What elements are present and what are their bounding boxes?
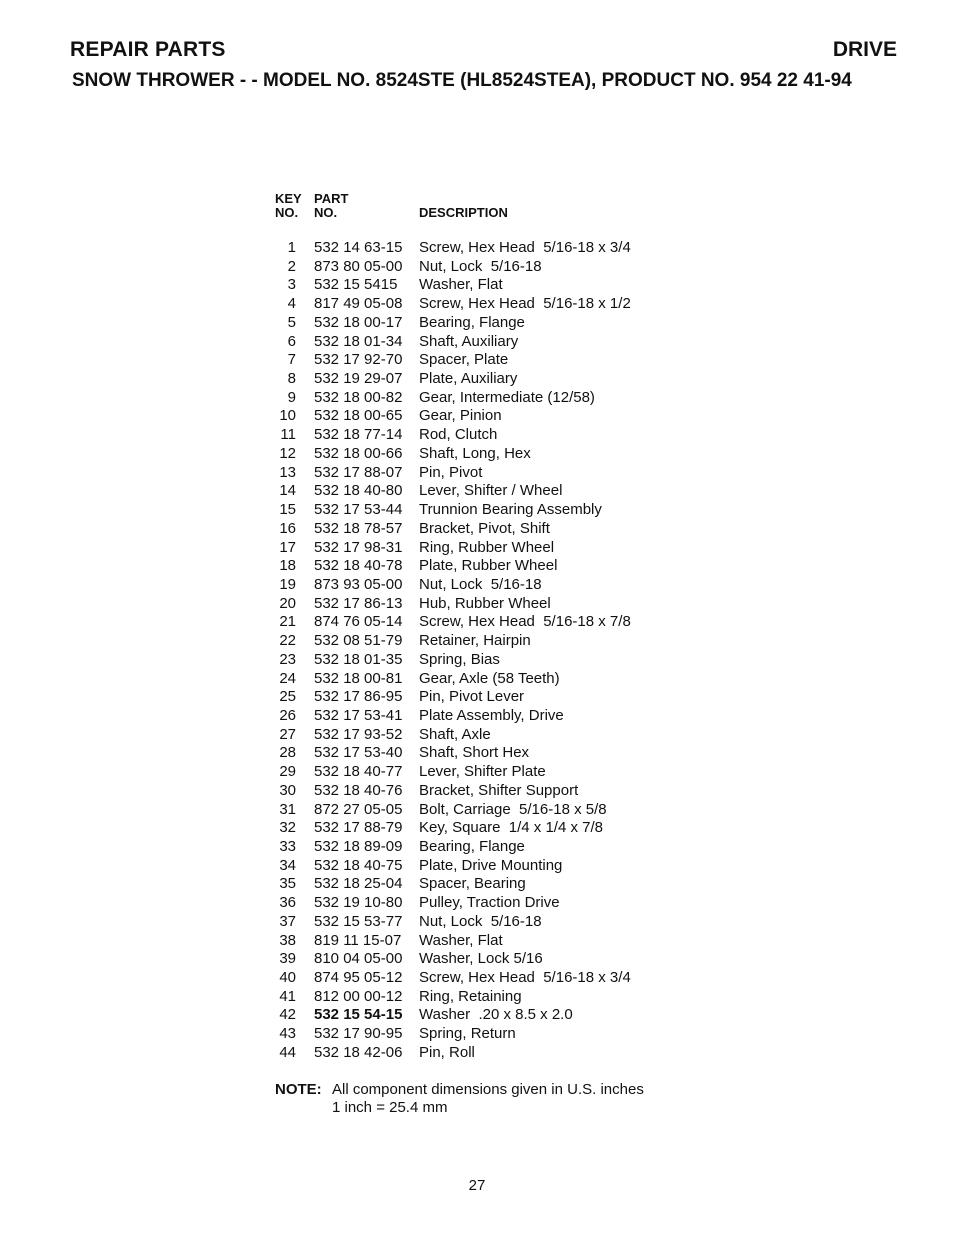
part-description: Screw, Hex Head 5/16-18 x 7/8 [419, 613, 631, 631]
part-no: 819 11 15-07 [314, 931, 402, 949]
table-row [275, 239, 695, 258]
table-row [275, 688, 695, 707]
part-no: 532 18 89-09 [314, 838, 403, 855]
part-description: Bracket, Shifter Support [419, 781, 579, 799]
key-no: 5 [287, 313, 296, 331]
table-row [275, 1044, 695, 1063]
part-no: 532 18 40-78 [314, 557, 403, 575]
part-no: 532 18 77-14 [314, 426, 403, 444]
table-row [275, 426, 695, 445]
part-no: 532 18 40-80 [314, 482, 403, 500]
table-row [275, 763, 695, 782]
table-row [275, 875, 695, 894]
part-description: Pulley, Traction Drive [419, 894, 560, 912]
key-no: 37 [279, 912, 296, 930]
note-line2: 1 inch = 25.4 mm [332, 1099, 448, 1116]
key-no: 8 [287, 370, 296, 388]
key-no: 29 [279, 763, 296, 781]
key-no: 13 [279, 463, 296, 481]
part-description: Gear, Intermediate (12/58) [419, 388, 595, 406]
part-no: 812 00 00-12 [314, 987, 403, 1005]
table-row [275, 1006, 695, 1025]
part-no: 532 18 25-04 [314, 875, 403, 893]
part-description: Washer, Flat [419, 931, 503, 949]
table-row [275, 595, 695, 614]
table-row [275, 857, 695, 876]
part-header-line2: NO. [314, 205, 338, 220]
part-description: Nut, Lock 5/16-18 [419, 575, 542, 593]
table-row [275, 969, 695, 988]
key-no: 10 [279, 407, 296, 425]
key-no: 14 [279, 482, 296, 500]
key-no: 38 [279, 931, 296, 949]
key-no: 35 [279, 875, 296, 893]
key-no: 31 [279, 800, 296, 818]
part-no: 532 17 86-13 [314, 594, 403, 612]
key-no: 11 [280, 426, 296, 444]
part-no: 532 18 01-34 [314, 332, 403, 350]
table-row [275, 1025, 695, 1044]
part-description: Pin, Pivot Lever [419, 688, 525, 706]
part-no: 532 18 00-65 [314, 407, 403, 425]
description-header: DESCRIPTION [419, 205, 508, 220]
key-no: 3 [287, 276, 296, 294]
part-description: Shaft, Axle [419, 725, 491, 743]
part-no: 532 17 93-52 [314, 725, 403, 743]
table-row [275, 295, 695, 314]
table-row [275, 482, 695, 501]
part-description: Plate, Drive Mounting [419, 856, 563, 874]
part-description: Rod, Clutch [419, 426, 498, 444]
section-category: DRIVE [832, 38, 897, 61]
part-no: 532 17 53-41 [314, 706, 403, 724]
part-description: Pin, Pivot [419, 463, 483, 481]
key-no: 15 [279, 501, 296, 519]
key-no: 25 [279, 688, 296, 706]
part-no: 532 15 5415 [314, 276, 398, 294]
part-description: Spacer, Plate [419, 351, 509, 369]
part-no: 532 18 01-35 [314, 650, 403, 668]
table-row [275, 258, 695, 277]
table-row [275, 913, 695, 932]
table-row [275, 950, 695, 969]
part-no: 874 95 05-12 [314, 969, 403, 987]
key-no: 44 [279, 1043, 296, 1061]
key-no-header [275, 192, 314, 220]
part-description: Lever, Shifter Plate [419, 763, 546, 781]
table-row [275, 276, 695, 295]
key-no: 28 [279, 744, 296, 762]
part-description: Hub, Rubber Wheel [419, 594, 551, 612]
table-row [275, 370, 695, 389]
key-no: 7 [287, 351, 296, 369]
part-no: 532 14 63-15 [314, 239, 403, 256]
part-no: 873 93 05-00 [314, 575, 403, 593]
part-description: Nut, Lock 5/16-18 [419, 912, 542, 930]
part-description: Screw, Hex Head 5/16-18 x 3/4 [419, 969, 631, 987]
part-description: Ring, Retaining [419, 987, 522, 1005]
table-row [275, 670, 695, 689]
key-no: 39 [279, 950, 296, 968]
table-row [275, 389, 695, 408]
part-no: 532 18 40-75 [314, 856, 403, 874]
note-line1: All component dimensions given in U.S. inches [332, 1081, 644, 1098]
part-no: 532 17 88-07 [314, 463, 403, 481]
part-description: Bearing, Flange [419, 838, 525, 855]
table-row [275, 407, 695, 426]
table-row [275, 988, 695, 1007]
part-no: 810 04 05-00 [314, 950, 403, 968]
table-body [275, 239, 695, 1063]
part-header-line1: PART [314, 191, 349, 206]
part-description: Shaft, Short Hex [419, 744, 530, 762]
part-no: 817 49 05-08 [314, 295, 403, 313]
part-no: 874 76 05-14 [314, 613, 403, 631]
part-no: 532 18 00-66 [314, 444, 403, 462]
part-no: 532 17 86-95 [314, 688, 403, 706]
key-no: 41 [279, 987, 296, 1005]
note-label: NOTE: [275, 1081, 322, 1098]
key-no: 36 [279, 894, 296, 912]
key-no: 26 [279, 706, 296, 724]
key-no: 24 [279, 669, 296, 687]
key-no: 21 [279, 613, 296, 631]
part-no: 532 17 88-79 [314, 819, 403, 837]
part-no: 872 27 05-05 [314, 800, 403, 818]
section-title: REPAIR PARTS [70, 38, 226, 61]
part-description: Screw, Hex Head 5/16-18 x 1/2 [419, 295, 631, 313]
key-no: 16 [279, 519, 296, 537]
part-no: 532 17 53-44 [314, 501, 403, 519]
key-no: 2 [287, 257, 296, 275]
table-row [275, 632, 695, 651]
table-row [275, 819, 695, 838]
part-description: Spring, Bias [419, 650, 500, 668]
part-description: Washer, Flat [419, 276, 503, 294]
part-no: 532 18 00-17 [314, 313, 403, 331]
part-description: Bolt, Carriage 5/16-18 x 5/8 [419, 800, 607, 818]
table-row [275, 894, 695, 913]
key-header-line2: NO. [275, 205, 299, 220]
table-row [275, 501, 695, 520]
part-no: 532 18 42-06 [314, 1043, 403, 1061]
part-description: Shaft, Auxiliary [419, 332, 519, 350]
key-no: 9 [287, 388, 296, 406]
key-no: 42 [279, 1006, 296, 1024]
part-description: Retainer, Hairpin [419, 632, 531, 650]
part-no: 532 19 10-80 [314, 894, 403, 912]
part-description: Spring, Return [419, 1025, 516, 1043]
part-description: Screw, Hex Head 5/16-18 x 3/4 [419, 239, 631, 256]
key-no: 40 [279, 969, 296, 987]
table-row [275, 520, 695, 539]
key-header-line1: KEY [275, 191, 302, 206]
part-description: Gear, Pinion [419, 407, 502, 425]
part-no: 532 17 92-70 [314, 351, 403, 369]
key-no: 12 [279, 444, 296, 462]
part-no: 532 17 98-31 [314, 538, 403, 556]
part-description: Bearing, Flange [419, 313, 525, 331]
parts-table [275, 192, 695, 1063]
table-row [275, 351, 695, 370]
table-row [275, 314, 695, 333]
table-header [275, 192, 695, 220]
part-no: 532 17 53-40 [314, 744, 403, 762]
part-no: 532 15 53-77 [314, 912, 403, 930]
key-no: 22 [279, 632, 296, 650]
part-no: 532 17 90-95 [314, 1025, 403, 1043]
table-row [275, 651, 695, 670]
part-description: Ring, Rubber Wheel [419, 538, 555, 556]
key-no: 30 [279, 781, 296, 799]
key-no: 17 [279, 538, 296, 556]
part-description: Plate, Auxiliary [419, 370, 518, 388]
table-row [275, 557, 695, 576]
table-row [275, 838, 695, 857]
table-row [275, 726, 695, 745]
key-no: 6 [287, 332, 296, 350]
table-row [275, 333, 695, 352]
dimension-note [275, 1081, 644, 1117]
key-no: 23 [279, 650, 296, 668]
part-no: 532 19 29-07 [314, 370, 403, 388]
key-no: 18 [279, 557, 296, 575]
page-number: 27 [468, 1177, 486, 1194]
table-row [275, 782, 695, 801]
part-description: Bracket, Pivot, Shift [419, 519, 550, 537]
key-no: 4 [287, 295, 296, 313]
table-row [275, 445, 695, 464]
key-no: 27 [279, 725, 296, 743]
table-row [275, 707, 695, 726]
part-description: Washer .20 x 8.5 x 2.0 [419, 1006, 573, 1024]
part-no: 532 15 54-15 [314, 1006, 403, 1024]
table-row [275, 801, 695, 820]
part-no: 873 80 05-00 [314, 257, 403, 275]
part-no: 532 18 00-82 [314, 388, 403, 406]
table-row [275, 744, 695, 763]
table-row [275, 464, 695, 483]
part-description: Lever, Shifter / Wheel [419, 482, 563, 500]
key-no: 19 [279, 575, 296, 593]
key-no: 43 [279, 1025, 296, 1043]
part-no: 532 18 40-77 [314, 763, 403, 781]
part-description: Gear, Axle (58 Teeth) [419, 669, 560, 687]
part-no: 532 18 00-81 [314, 669, 403, 687]
key-no: 34 [279, 856, 296, 874]
table-row [275, 932, 695, 951]
part-description: Key, Square 1/4 x 1/4 x 7/8 [419, 819, 603, 837]
part-description: Plate Assembly, Drive [419, 706, 564, 724]
part-description: Washer, Lock 5/16 [419, 950, 543, 968]
key-no: 32 [279, 819, 296, 837]
table-row [275, 539, 695, 558]
part-no: 532 18 40-76 [314, 781, 403, 799]
part-description: Trunnion Bearing Assembly [419, 501, 602, 519]
model-subtitle: SNOW THROWER - - MODEL NO. 8524STE (HL8524STEA), PRODUCT NO. 954 22 41-94 [72, 70, 852, 91]
part-no-header [314, 192, 419, 220]
table-row [275, 613, 695, 632]
part-description: Plate, Rubber Wheel [419, 557, 558, 575]
table-row [275, 576, 695, 595]
key-no: 1 [287, 239, 296, 256]
key-no: 20 [279, 594, 296, 612]
part-no: 532 08 51-79 [314, 632, 403, 650]
key-no: 33 [279, 838, 296, 855]
part-description: Nut, Lock 5/16-18 [419, 257, 542, 275]
part-description: Spacer, Bearing [419, 875, 526, 893]
part-description: Shaft, Long, Hex [419, 444, 531, 462]
part-description: Pin, Roll [419, 1043, 475, 1061]
part-no: 532 18 78-57 [314, 519, 403, 537]
